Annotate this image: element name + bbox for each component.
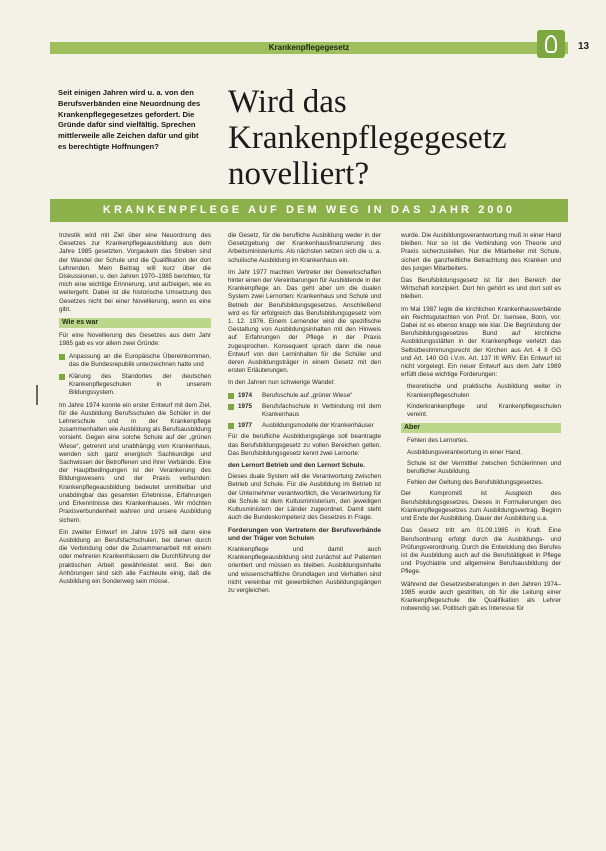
list-item: Fehlen der Geltung des Berufsbildungsgesetzes.: [407, 479, 544, 487]
bullet-item: [59, 353, 211, 369]
column-2: [228, 232, 381, 599]
article-headline: Wird das Krankenpflegegesetz novelliert?: [228, 84, 507, 192]
bullet-item: [59, 373, 211, 398]
running-header-title: Krankenpflegegesetz: [268, 43, 350, 52]
intro-text: Seit einigen Jahren wird u. a. von den Berufsverbänden eine Neuordnung des Krankenpflegegesetzes gefordert. Die Gründe dafür sind vielfältig. Sprechen mittlerweile alle Zeichen dafür und gibt es berechtigte Hoffnungen?: [58, 88, 201, 151]
square-bullet-icon: [59, 354, 65, 360]
paragraph: Inzestik wird mit Ziel über eine Neuordnung des Gesetzes zur Krankenpflegeausbildung aus dem Jahre 1985 gesetzten. Vorgaukeln das Streben sind der Wandel der Schule und die Qualifikation der dort Lehrenden. Mein Beitrag will kurz über die Diskussionen, u. den Jahren 1970–1985 berichten, für mich eine wichtige Erinnerung, und aufzeigen, wie es weitergeht. Dabei ist die historische Umsetzung des Gesetzes nicht bei einer Novellierung, wenn es eine gibt.: [59, 232, 211, 313]
subheading: den Lernort Betrieb und den Lernort Schule.: [228, 462, 365, 470]
nurse-figure-icon: [537, 30, 565, 58]
paragraph: Das Gesetz tritt am 01.09.1985 in Kraft. Eine Berufsordnung erfolgt durch die Ausbildungs- und Prüfungsverordnung. Durch die Entwicklung des Berufes ist die Ausbildung auch auf die Berufstätigkeit in Pflege und Psychiatrie und allgemeine Berufsausbildung der Pflege.: [401, 527, 561, 576]
margin-mark: [36, 385, 38, 405]
timeline-year: 1974: [238, 391, 253, 399]
banner-text: KRANKENPFLEGE AUF DEM WEG IN DAS JAHR 2000: [102, 204, 516, 216]
paragraph: Das Berufsbildungsgesetz ist für den Bereich der Wirtschaft konzipiert. Dort hin gehört es und dort soll es bleiben.: [401, 277, 561, 301]
paragraph: Dieses duale System will die Verantwortung zwischen Betrieb und Schule. Für die Ausbildung im Betrieb ist der Unternehmer verantwortlich, die Verantwortung für die Schule ist dem Kultusministerium, den jeweiligen Kultusministern der Länder zugeordnet. Damit steht auch die Bundeskompetenz des Gesetzes in Frage.: [228, 473, 381, 522]
bullet-text: Anpassung an die Europäische Übereinkommen, das die Bundesrepublik unterzeichnen hatte und: [69, 352, 211, 368]
square-bullet-icon: [228, 423, 234, 429]
timeline-item: [228, 422, 381, 430]
paragraph: Für die berufliche Ausbildungsgänge soll beantragte das Berufsbildungsgesetz zu vollen Bereichen gelten. Das Berufsbildungsgesetz kennt zwei Lernorte:: [228, 433, 381, 457]
timeline-item: [228, 403, 381, 419]
paragraph: In den Jahren nun schwierige Wandel:: [228, 379, 335, 387]
column-1: [59, 232, 211, 590]
subheading: Wie es war: [59, 318, 211, 328]
paragraph: Ein zweiter Entwurf im Jahre 1975 will dann eine Ausbildung an Berufsfachschulen, bei denen durch die Verbindung oder die Zusammenarbeit mit einem oder mehreren Krankenhäusern die Durchführung der praktischen Arbeit gewährleistet wird. Bei den Anhörungen sind sich alle Fachleute einig, daß die Ausbildung ein Sonderweg sein müsse.: [59, 528, 211, 585]
timeline-year: 1977: [238, 422, 253, 430]
timeline-item: [228, 392, 381, 400]
list-item: Fehlen des Lernortes.: [407, 437, 469, 445]
page-number: 13: [578, 41, 590, 52]
timeline-text: Berufsschule auf „grüner Wiese“: [262, 391, 353, 399]
header-bar: [50, 42, 568, 54]
dash-item: theoretische und praktische Ausbildung weiter in Krankenpflegeschulen: [407, 383, 561, 399]
timeline-text: Ausbildungsmodelle der Krankenhäuser: [262, 422, 374, 430]
timeline-text: Berufsfachschule in Verbindung mit dem Krankenhaus: [262, 402, 381, 419]
square-bullet-icon: [59, 374, 65, 380]
square-bullet-icon: [228, 404, 234, 410]
section-banner: [50, 199, 568, 222]
dash-item: Kinderkrankenpflege und Krankenpflegeschulen vereint.: [407, 402, 561, 419]
paragraph: die Gesetz, für die berufliche Ausbildung weder in der Gesetzgebung der Krankenhausfinanzierung des Arbeitsministeriums. Als nächsten setzen sich die u. a. schulische Ausbildung im Krankenhaus ein.: [228, 232, 381, 264]
square-bullet-icon: [228, 393, 234, 399]
bullet-text: Klärung des Standortes der deutschen Krankenpflegeschulen in unserem Bildungssystem.: [69, 373, 211, 397]
paragraph: Im Jahre 1974 konnte ein erster Entwurf mit dem Ziel, für die Ausbildung Berufsschulen die Schüler in der Lehrerschule und in der Krankenpflege zusammenhalten wie Ausbildung als Berufsausbildung vorsieht. Gegen eine solche Schule auf der „grünen Wiese“, getrennt und unabhängig vom Krankenhaus, wenden sich ganz energisch Sachkundige und Sachwissen der Betroffenen und ihrer Verbände. Eine der Hauptbedingungen ist der Verankerung des Bildungswesens und der Praxis verbunden: Krankenpflegeausbildung bedeutet unmittelbar und unabdingbar das gesamten Erlebnisse, Erfahrungen und Erkenntnisse des Krankenhauses. Wir möchten Praxisverbundenheit wahren und unsere Ausbildung sichern.: [59, 401, 211, 524]
timeline-year: 1975: [238, 402, 253, 410]
paragraph: Krankenpflege und damit auch Krankenpflegeausbildung sind zunächst auf Patienten orientiert und müssen es bleiben. Ausbildungsinhalte und wissenschaftliche Grundlagen und Verhalten sind nicht vereinbar mit gewerblichen Ausbildungsgängen zu vergleichen.: [228, 545, 381, 594]
list-item: Schule ist der Vermittler zwischen Schülerinnen und beruflicher Ausbildung.: [407, 459, 561, 476]
paragraph: Der Kompromiß ist Ausgleich des Berufsbildungsgesetzes. Dieses in Formulierungen des Krankenpflegegesetzes zum Ausbildungsvertrag. Beginn und Ende der Ausbildung. Dauer der Ausbildung u.a.: [401, 490, 561, 523]
subheading: Aber: [401, 423, 561, 433]
column-3: [401, 232, 561, 617]
paragraph: Für eine Novellierung des Gesetzes aus dem Jahr 1985 gab es vor allem zwei Gründe:: [59, 332, 211, 348]
paragraph: Während der Gesetzesberatungen in den Jahren 1974–1985 wurde auch gestritten, ob für die Leitung einer Krankenpflegeschule die Qualifikation als Lehrer notwendig sei. Politisch gab es Interesse für: [401, 580, 561, 613]
paragraph: Im Mai 1987 legte die kirchlichen Krankenhausverbände ein Rechtsgutachten von Prof. Dr. Isensee, Bonn, vor. Dabei ist es ebenso knapp wie klar. Die Begründung der Berufsbildungsgesetzes Bund auf kirchliche Ausbildungsstätten in der Krankenpflege verletzt das Selbstbestimmungsrecht der Kirchen aus Art. 4 II GG und Art. 140 GG i.V.m. Art. 137 III WRV. Ein Entwurf ist nicht vorgelegt. Ein neuer Entwurf aus dem Jahr 1989 erfüllt diese wichtige Forderungen:: [401, 305, 561, 379]
subheading: Forderungen von Vertretern der Berufsverbände und der Träger von Schulen: [228, 526, 381, 542]
paragraph: wurde. Die Ausbildungsverantwortung muß in einer Hand bleiben. Nur so ist die Verbindung von Theorie und Praxis sicherzustellen. Nur die Mitarbeiter mit Schule, sichert die ganzheitliche Betrachtung des Kranken und des jungen Mitarbeiters.: [401, 232, 561, 272]
paragraph: Im Jahr 1977 machten Vertreter der Gewerkschaften hinter einen der Vereinbarungen für Ausbildende in der Krankenpflege an. Das geht aber um die dualen System zwei Lernorten: Krankenhaus und Schule und Betrieb der Berufsbildungsgesetzes. Anschließend wird es für erfolgreich das Berufsbildungsgesetz vom 1. 12. 1976. Einem Lernender wird die spezifische Gestaltung von Ausbildungsinhalten mit den Hinweis auf Erfahrungen der Pflege in der Praxis zugesprochen. Konsequent sprach dann die neue Entwurf von den Lerninhalten für die Schüler und deren Ausbildungsträger in einem Gesetz mit den ersten Erläuterungen.: [228, 268, 381, 375]
list-item: Ausbildungsverantwortung in einer Hand.: [407, 448, 523, 456]
